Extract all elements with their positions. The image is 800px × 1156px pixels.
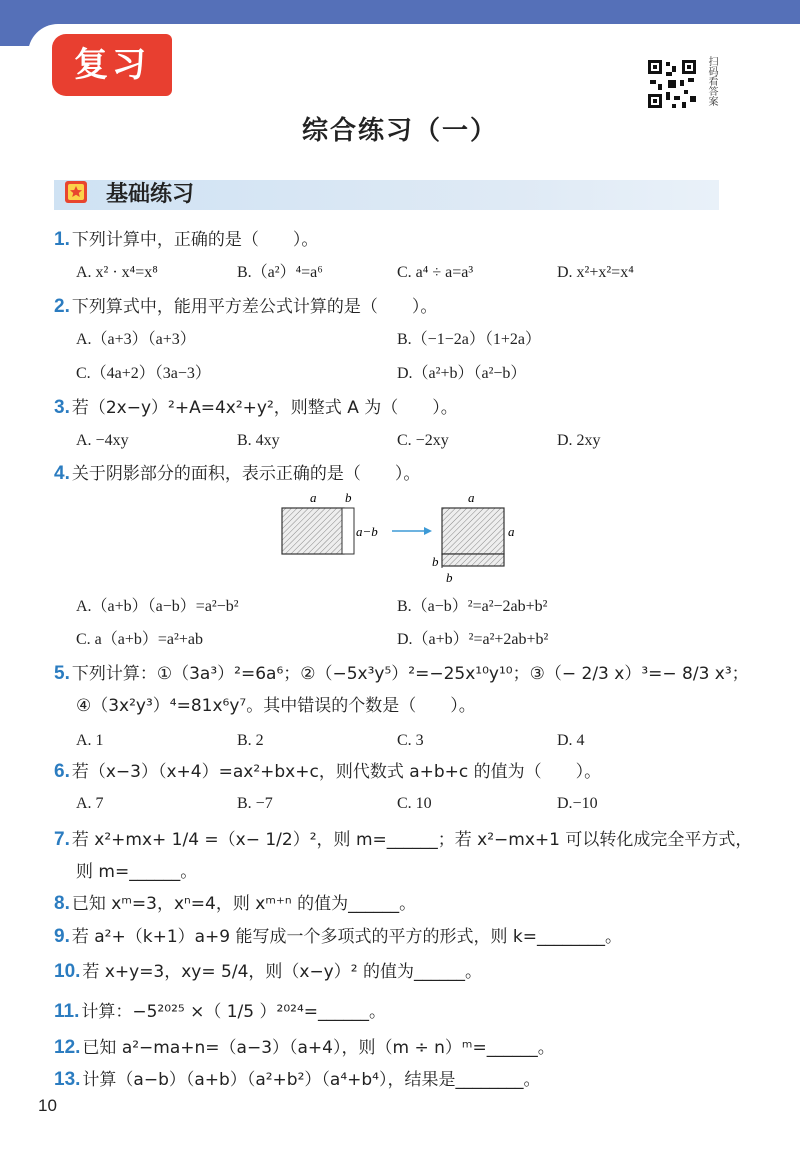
section-title: 基础练习	[106, 182, 195, 207]
question-11	[54, 1000, 386, 1024]
question-text: 下列算式中，能用平方差公式计算的是（ ）。	[71, 297, 438, 317]
option-c: C. a⁴ ÷ a=a³	[397, 264, 474, 281]
option-a: A. 7	[76, 795, 104, 812]
option-c: C. a（a+b）=a²+ab	[76, 631, 203, 648]
area-diagram	[270, 484, 530, 588]
question-number: 8.	[54, 893, 70, 914]
question-number: 4.	[54, 463, 70, 484]
question-5-line2: ④（3x²y³）⁴=81x⁶y⁷。其中错误的个数是（ ）。	[76, 696, 476, 716]
qr-code-icon[interactable]	[646, 58, 698, 110]
option-d: D. 2xy	[557, 432, 601, 449]
question-7-line2: 则 m=______。	[76, 862, 198, 882]
question-number: 6.	[54, 761, 70, 782]
option-b: B.（a²）⁴=a⁶	[237, 264, 323, 281]
option-c: C. 10	[397, 795, 432, 812]
label-a-left: a	[310, 490, 317, 505]
right-square	[442, 508, 504, 568]
question-10	[54, 960, 482, 984]
option-d: D. x²+x²=x⁴	[557, 264, 634, 281]
option-b: B. 2	[237, 732, 264, 749]
option-b: B. 4xy	[237, 432, 280, 449]
option-c: C.（4a+2）（3a−3）	[76, 365, 211, 382]
star-book-icon	[62, 177, 92, 207]
question-8	[54, 892, 416, 916]
question-text: 若（x−3）（x+4）=ax²+bx+c，则代数式 a+b+c 的值为（ ）。	[71, 762, 602, 782]
option-d: D.−10	[557, 795, 598, 812]
option-b: B.（−1−2a）（1+2a）	[397, 331, 541, 348]
qr-caption: 扫码看答案	[706, 56, 717, 106]
question-text: 若 a²+（k+1）a+9 能写成一个多项式的平方的形式，则 k=________。	[71, 927, 623, 947]
option-d: D. 4	[557, 732, 585, 749]
question-number: 10.	[54, 961, 81, 982]
option-b: B.（a−b）²=a²−2ab+b²	[397, 598, 548, 615]
question-text: 关于阴影部分的面积，表示正确的是（ ）。	[71, 464, 421, 484]
question-text: 已知 xᵐ=3，xⁿ=4，则 xᵐ⁺ⁿ 的值为______。	[71, 894, 417, 914]
question-text: 计算：−5²⁰²⁵ ×（ 1/5 ）²⁰²⁴=______。	[81, 1002, 387, 1022]
option-c: C. 3	[397, 732, 424, 749]
question-1	[54, 228, 318, 252]
question-9	[54, 925, 622, 949]
option-a: A. −4xy	[76, 432, 129, 449]
question-7	[54, 828, 752, 852]
question-text: 计算（a−b）（a+b）（a²+b²）（a⁴+b⁴），结果是________。	[82, 1070, 541, 1090]
question-number: 5.	[54, 663, 70, 684]
option-a: A. 1	[76, 732, 104, 749]
question-4	[54, 462, 420, 486]
question-number: 11.	[54, 1001, 80, 1022]
question-number: 12.	[54, 1037, 81, 1058]
left-square	[282, 508, 354, 554]
option-d: D.（a+b）²=a²+2ab+b²	[397, 631, 549, 648]
label-b-bottom: b	[446, 570, 453, 585]
option-b: B. −7	[237, 795, 273, 812]
question-number: 3.	[54, 397, 70, 418]
option-a: A.（a+3）（a+3）	[76, 331, 196, 348]
question-number: 7.	[54, 829, 70, 850]
label-a-side: a	[508, 524, 515, 539]
question-text: 下列计算中，正确的是（ ）。	[71, 230, 319, 250]
question-6	[54, 760, 601, 784]
question-number: 9.	[54, 926, 70, 947]
question-2	[54, 295, 437, 319]
option-a: A. x² · x⁴=x⁸	[76, 264, 158, 281]
question-text-line1: 下列计算：①（3a³）²=6a⁶；②（−5x³y⁵）²=−25x¹⁰y¹⁰；③（− 2/3 x）³=− 8/3 x³；	[71, 664, 749, 684]
label-b-side: b	[432, 554, 439, 569]
question-text-line1: 若 x²+mx+ 1/4 =（x− 1/2）²，则 m=______；若 x²−mx+1 可以转化成完全平方式，	[71, 830, 753, 850]
arrow-icon	[392, 527, 432, 535]
question-number: 1.	[54, 229, 70, 250]
option-a: A.（a+b）（a−b）=a²−b²	[76, 598, 239, 615]
question-number: 13.	[54, 1069, 81, 1090]
question-text: 若 x+y=3，xy= 5/4，则（x−y）² 的值为______。	[82, 962, 482, 982]
question-text: 若（2x−y）²+A=4x²+y²，则整式 A 为（ ）。	[71, 398, 458, 418]
option-c: C. −2xy	[397, 432, 449, 449]
question-number: 2.	[54, 296, 70, 317]
question-5	[54, 662, 749, 686]
label-b-left: b	[345, 490, 352, 505]
label-a-top: a	[468, 490, 475, 505]
label-a-minus-b: a−b	[356, 524, 378, 539]
page-title: 综合练习（一）	[301, 116, 498, 146]
question-3	[54, 396, 458, 420]
question-13	[54, 1068, 541, 1092]
review-badge: 复习	[52, 34, 172, 96]
question-12	[54, 1036, 555, 1060]
page-number: 10	[38, 1096, 57, 1115]
question-text: 已知 a²−ma+n=（a−3）（a+4），则（m ÷ n）ᵐ=______。	[82, 1038, 555, 1058]
option-d: D.（a²+b）（a²−b）	[397, 365, 527, 382]
